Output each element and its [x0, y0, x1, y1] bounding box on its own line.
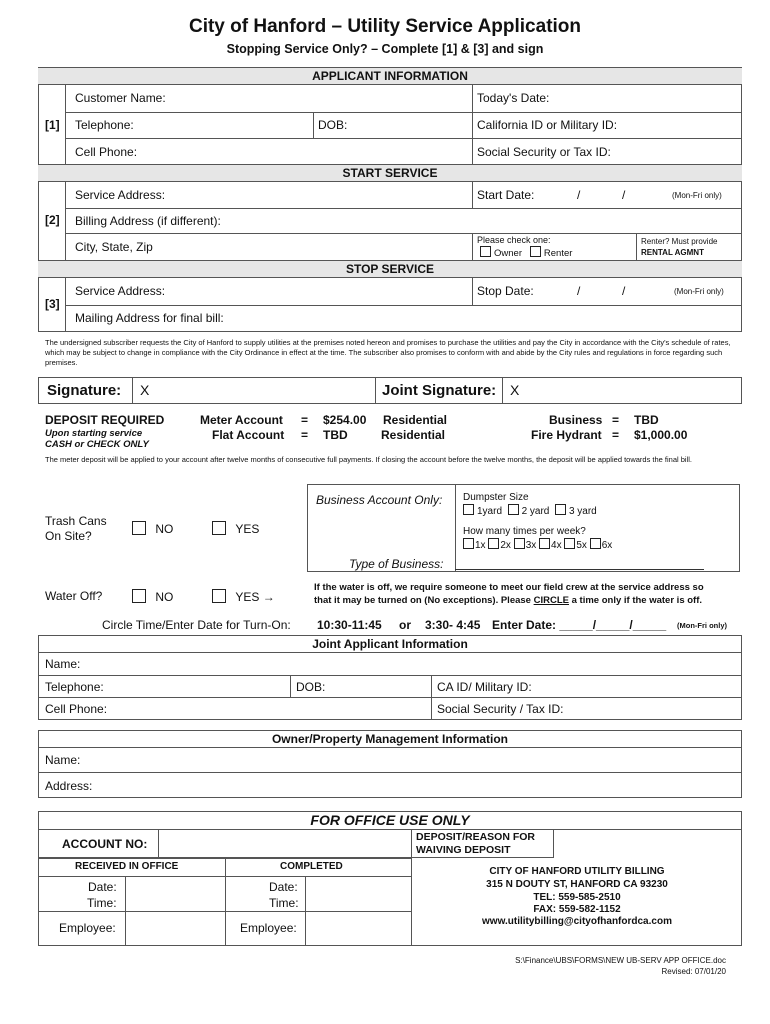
stop-mon-fri-note: (Mon-Fri only): [674, 287, 724, 296]
time-slot-afternoon[interactable]: 3:30- 4:45: [425, 618, 481, 632]
footer-revised-date: Revised: 07/01/20: [661, 967, 726, 976]
waiving-deposit-label: WAIVING DEPOSIT: [416, 844, 511, 856]
times-5x-checkbox[interactable]: [564, 538, 575, 549]
received-date-label: Date:: [88, 880, 117, 894]
date-slash: /: [622, 284, 626, 298]
times-per-week-options: [463, 538, 612, 551]
times-5x-label: 5x: [576, 540, 587, 551]
circle-time-label: Circle Time/Enter Date for Turn-On:: [102, 618, 291, 632]
water-note-circle: CIRCLE: [533, 595, 569, 606]
joint-ca-id-field[interactable]: CA ID/ Military ID:: [437, 680, 532, 694]
type-of-business-label: Type of Business:: [349, 557, 444, 571]
water-yes-checkbox[interactable]: [212, 589, 226, 603]
deposit-title: DEPOSIT REQUIRED: [45, 413, 165, 427]
hydrant-deposit-value: $1,000.00: [634, 428, 688, 442]
residential-label: Residential: [383, 413, 448, 427]
equals-sign: =: [301, 428, 309, 442]
water-note-line1: If the water is off, we require someone to meet our field crew at the service address so: [314, 582, 704, 593]
turn-on-date-field[interactable]: Enter Date: _____/_____/_____: [492, 618, 667, 632]
owner-address-field[interactable]: Address:: [45, 779, 93, 793]
joint-signature-label: Joint Signature:: [382, 382, 497, 399]
account-no-label: ACCOUNT NO:: [62, 837, 148, 851]
dob-field[interactable]: DOB:: [318, 118, 348, 132]
dumpster-2yard-label: 2 yard: [521, 506, 550, 517]
times-2x-checkbox[interactable]: [488, 538, 499, 549]
billing-address: 315 N DOUTY ST, HANFORD CA 93230: [486, 879, 668, 890]
times-1x-label: 1x: [475, 540, 486, 551]
owner-label: Owner: [494, 248, 522, 259]
rental-agreement-note: RENTAL AGMNT: [641, 248, 704, 257]
water-note-text: that it may be turned on (No exceptions). Please: [314, 595, 534, 606]
telephone-field[interactable]: Telephone:: [75, 118, 134, 132]
section-number-1: [1]: [45, 118, 60, 132]
owner-checkbox[interactable]: [480, 246, 491, 257]
trash-yes-label: YES: [235, 522, 260, 536]
ssn-field[interactable]: Social Security or Tax ID:: [477, 145, 611, 159]
renter-checkbox[interactable]: [530, 246, 541, 257]
trash-no-label: NO: [155, 522, 174, 536]
ca-id-field[interactable]: California ID or Military ID:: [477, 118, 618, 132]
business-only-label: Business Account Only:: [316, 493, 443, 507]
joint-dob-field[interactable]: DOB:: [296, 680, 326, 694]
date-slash: /: [622, 188, 626, 202]
residential-label: Residential: [381, 428, 446, 442]
received-in-office-header: RECEIVED IN OFFICE: [75, 861, 179, 872]
billing-telephone: TEL: 559-585-2510: [533, 892, 621, 903]
times-4x-checkbox[interactable]: [539, 538, 550, 549]
times-4x-label: 4x: [551, 540, 562, 551]
water-note-text: a time only if the water is off.: [568, 595, 703, 606]
form-subtitle: Stopping Service Only? – Complete [1] & [3] and sign: [226, 42, 544, 56]
times-6x-label: 6x: [601, 540, 613, 551]
owner-name-field[interactable]: Name:: [45, 753, 81, 767]
equals-sign: =: [612, 428, 620, 442]
deposit-note: The meter deposit will be applied to your account after twelve months of consecutive full payments. If closing the account before the twelve months, the deposit will be applied towards the final bill.: [45, 455, 693, 464]
billing-address-field[interactable]: Billing Address (if different):: [75, 214, 221, 228]
water-off-label: Water Off?: [45, 589, 103, 603]
start-service-address-field[interactable]: Service Address:: [75, 188, 166, 202]
footer-file-path: S:\Finance\UBS\FORMS\NEW UB-SERV APP OFFICE.doc: [515, 956, 726, 965]
times-1x-checkbox[interactable]: [463, 538, 474, 549]
water-note-line2: [314, 595, 702, 606]
or-label: or: [399, 618, 411, 632]
office-use-title: FOR OFFICE USE ONLY: [310, 812, 470, 828]
joint-name-field[interactable]: Name:: [45, 657, 81, 671]
fire-hydrant-label: Fire Hydrant: [531, 428, 602, 442]
dumpster-3yard-label: 3 yard: [568, 506, 597, 517]
agreement-text: The undersigned subscriber requests the City of Hanford to supply utilities at the premises noted hereon and promises to purchase the utilities and pay the City in accordance with the City's schedule of rates, which may be subject to change in compliance with the City Ordinance in effect at the time. The subscriber also promises to conform with and abide by the City rules and regulations in force regarding such premises.: [45, 338, 731, 367]
mailing-address-field[interactable]: Mailing Address for final bill:: [75, 311, 224, 325]
received-time-label: Time:: [87, 896, 117, 910]
joint-telephone-field[interactable]: Telephone:: [45, 680, 104, 694]
water-no-label: NO: [155, 590, 174, 604]
customer-name-field[interactable]: Customer Name:: [75, 91, 166, 105]
applicant-section-header: APPLICANT INFORMATION: [38, 67, 742, 85]
renter-label: Renter: [543, 248, 573, 259]
deposit-reason-label: DEPOSIT/REASON FOR: [416, 831, 536, 843]
flat-deposit-value: TBD: [323, 428, 348, 442]
joint-ssn-field[interactable]: Social Security / Tax ID:: [437, 702, 564, 716]
equals-sign: =: [612, 413, 620, 427]
turn-on-mon-fri-note: (Mon-Fri only): [677, 621, 727, 630]
water-yes-label: YES →: [235, 590, 275, 604]
times-per-week-label: How many times per week?: [463, 526, 586, 537]
equals-sign: =: [301, 413, 309, 427]
stop-service-address-field[interactable]: Service Address:: [75, 284, 166, 298]
joint-signature-field[interactable]: X: [510, 382, 520, 398]
section-number-2: [2]: [45, 213, 60, 227]
joint-applicant-header: Joint Applicant Information: [312, 637, 468, 651]
renter-note: Renter? Must provide: [641, 237, 718, 246]
trash-cans-label: Trash Cans: [45, 514, 107, 528]
deposit-sub-start: Upon starting service: [45, 428, 143, 439]
dumpster-size-label: Dumpster Size: [463, 492, 529, 503]
owner-renter-group: [480, 246, 572, 259]
dumpster-2yard-checkbox[interactable]: [508, 504, 519, 515]
signature-label: Signature:: [47, 382, 122, 399]
completed-employee-label: Employee:: [240, 921, 297, 935]
completed-header: COMPLETED: [280, 861, 343, 872]
billing-fax: FAX: 559-582-1152: [533, 904, 621, 915]
trash-on-site-label: On Site?: [45, 529, 92, 543]
times-3x-checkbox[interactable]: [514, 538, 525, 549]
owner-header: Owner/Property Management Information: [271, 732, 509, 746]
start-service-header: START SERVICE: [38, 164, 742, 182]
times-6x-checkbox[interactable]: [590, 538, 601, 549]
trash-no-checkbox[interactable]: [132, 521, 146, 535]
flat-account-label: Flat Account: [212, 428, 285, 442]
billing-dept-name: CITY OF HANFORD UTILITY BILLING: [489, 866, 665, 877]
dumpster-3yard-checkbox[interactable]: [555, 504, 566, 515]
business-label: Business: [549, 413, 603, 427]
check-one-label: Please check one:: [477, 235, 551, 245]
todays-date-field[interactable]: Today's Date:: [477, 91, 550, 105]
city-state-zip-field[interactable]: City, State, Zip: [75, 240, 153, 254]
received-employee-label: Employee:: [59, 921, 116, 935]
times-2x-label: 2x: [500, 540, 511, 551]
signature-field[interactable]: X: [140, 382, 150, 398]
dumpster-1yard-label: 1yard: [477, 506, 503, 517]
date-slash: /: [577, 188, 581, 202]
times-3x-label: 3x: [525, 540, 537, 551]
stop-service-header: STOP SERVICE: [38, 260, 742, 278]
section-number-3: [3]: [45, 297, 60, 311]
deposit-sub-cash: CASH or CHECK ONLY: [45, 439, 149, 450]
water-no-checkbox[interactable]: [132, 589, 146, 603]
completed-time-label: Time:: [269, 896, 299, 910]
completed-date-label: Date:: [269, 880, 298, 894]
dumpster-size-options: [463, 504, 597, 517]
business-deposit-value: TBD: [634, 413, 659, 427]
form-title: City of Hanford – Utility Service Application: [188, 16, 582, 37]
start-date-field[interactable]: Start Date:: [477, 188, 535, 202]
meter-account-label: Meter Account: [200, 413, 283, 427]
cell-phone-field[interactable]: Cell Phone:: [75, 145, 138, 159]
joint-cell-phone-field[interactable]: Cell Phone:: [45, 702, 108, 716]
start-mon-fri-note: (Mon-Fri only): [672, 191, 722, 200]
date-slash: /: [577, 284, 581, 298]
dumpster-1yard-checkbox[interactable]: [463, 504, 474, 515]
trash-yes-checkbox[interactable]: [212, 521, 226, 535]
time-slot-morning[interactable]: 10:30-11:45: [317, 618, 382, 632]
billing-email: www.utilitybilling@cityofhanfordca.com: [482, 916, 672, 927]
meter-deposit-value: $254.00: [323, 413, 367, 427]
stop-date-field[interactable]: Stop Date:: [477, 284, 534, 298]
